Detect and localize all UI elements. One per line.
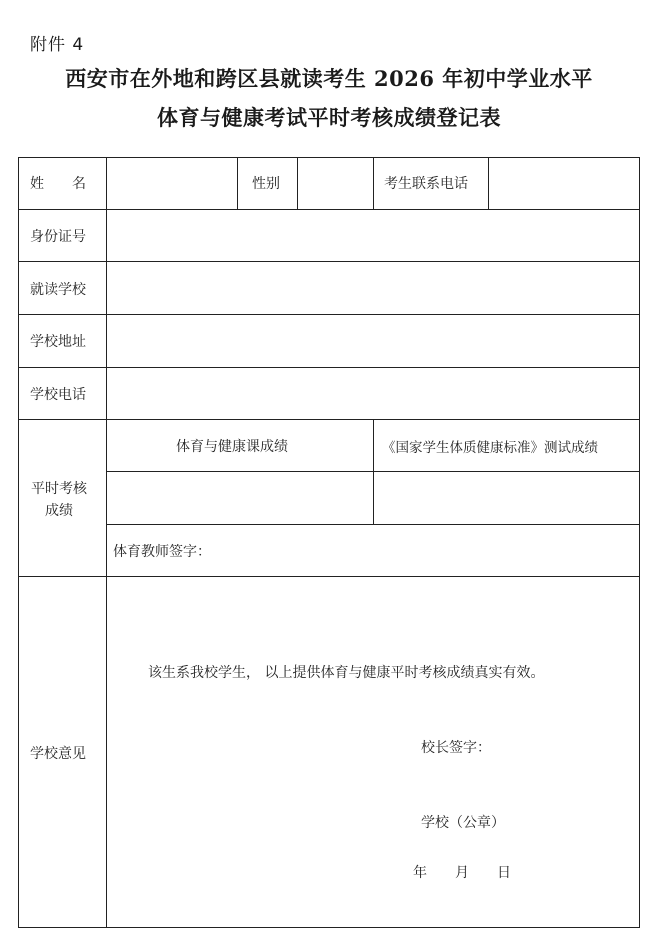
name-label: 姓 名 <box>30 176 86 192</box>
table-border-right <box>639 157 640 928</box>
school-address-label: 学校地址 <box>30 334 86 350</box>
school-address-field[interactable] <box>108 316 638 366</box>
table-row-line <box>18 367 640 368</box>
table-border-left <box>18 157 19 928</box>
attachment-label: 附件 4 <box>30 35 85 55</box>
table-col-line <box>373 419 374 524</box>
table-row-line <box>18 314 640 315</box>
table-row-line <box>18 261 640 262</box>
fitness-standard-score-field[interactable] <box>375 473 638 523</box>
regular-score-label-line1: 平时考核 <box>31 481 87 497</box>
school-phone-label: 学校电话 <box>30 387 86 403</box>
phone-label: 考生联系电话 <box>384 176 468 192</box>
school-seal-label: 学校（公章） <box>421 815 505 831</box>
id-number-field[interactable] <box>108 211 638 260</box>
gender-label: 性别 <box>252 176 280 192</box>
table-col-line <box>488 157 489 209</box>
phone-field[interactable] <box>490 159 638 208</box>
pe-course-score-header: 体育与健康课成绩 <box>176 439 288 455</box>
table-row-line <box>107 524 640 525</box>
pe-course-score-field[interactable] <box>108 473 372 523</box>
table-col-line <box>373 157 374 209</box>
pe-teacher-signature-label: 体育教师签字： <box>113 544 211 560</box>
table-border-bottom <box>18 927 640 928</box>
fitness-standard-score-header: 《国家学生体质健康标准》测试成绩 <box>382 440 598 456</box>
table-col-line <box>237 157 238 209</box>
form-title-line2: 体育与健康考试平时考核成绩登记表 <box>157 105 501 130</box>
table-col-line <box>297 157 298 209</box>
date-label: 年 月 日 <box>413 865 511 881</box>
school-field[interactable] <box>108 263 638 313</box>
table-row-line <box>18 209 640 210</box>
table-border-top <box>18 157 640 158</box>
form-title-line1: 西安市在外地和跨区县就读考生 2026 年初中学业水平 <box>65 66 593 91</box>
table-col-line <box>106 157 107 928</box>
id-number-label: 身份证号 <box>30 229 86 245</box>
principal-signature-label: 校长签字： <box>421 740 491 756</box>
school-opinion-label: 学校意见 <box>30 746 86 762</box>
table-row-line <box>18 419 640 420</box>
regular-score-label-line2: 成绩 <box>45 503 73 519</box>
table-row-line <box>18 576 640 577</box>
table-row-line <box>107 471 640 472</box>
gender-field[interactable] <box>299 159 372 208</box>
school-phone-field[interactable] <box>108 369 638 418</box>
opinion-statement: 该生系我校学生， 以上提供体育与健康平时考核成绩真实有效。 <box>148 665 545 681</box>
name-field[interactable] <box>108 159 236 208</box>
school-label: 就读学校 <box>30 282 86 298</box>
